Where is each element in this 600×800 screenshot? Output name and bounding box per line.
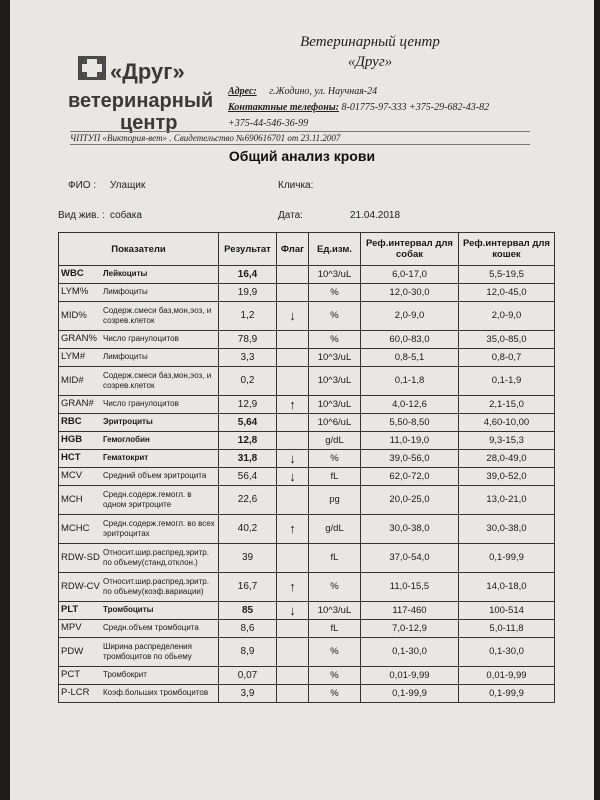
ref-dog-cell: 11,0-19,0 <box>361 432 459 450</box>
clinic-logo <box>58 34 214 142</box>
header-ref-cat: Реф.интервал для кошек <box>459 233 555 266</box>
result-cell: 1,2 <box>219 302 277 331</box>
ref-cat-cell: 13,0-21,0 <box>459 486 555 515</box>
table-row <box>59 515 555 544</box>
indicator-cell <box>59 685 219 703</box>
unit-cell: 10^3/uL <box>309 367 361 396</box>
indicator-cell <box>59 667 219 685</box>
ref-dog-cell: 7,0-12,9 <box>361 620 459 638</box>
table-row <box>59 468 555 486</box>
indicator-code: P-LCR <box>61 687 90 699</box>
ref-cat-cell: 5,0-11,8 <box>459 620 555 638</box>
ref-cat-cell: 0,01-9,99 <box>459 667 555 685</box>
unit-cell: 10^3/uL <box>309 602 361 620</box>
indicator-code: MPV <box>61 622 82 634</box>
indicator-name: Средн.объем тромбоцита <box>103 623 199 633</box>
indicator-code: PCT <box>61 669 80 681</box>
flag-cell <box>277 432 309 450</box>
unit-cell: % <box>309 450 361 468</box>
table-row <box>59 284 555 302</box>
result-cell: 16,4 <box>219 266 277 284</box>
table-row <box>59 266 555 284</box>
flag-cell <box>277 620 309 638</box>
ref-cat-cell: 14,0-18,0 <box>459 573 555 602</box>
species-value: собака <box>110 210 142 221</box>
ref-dog-cell: 6,0-17,0 <box>361 266 459 284</box>
indicator-name: Относит.шир.распред.эритр. по объему(станд.отклон.) <box>103 548 209 567</box>
report-sheet <box>10 0 594 800</box>
address-label: Адрес: <box>228 86 257 97</box>
ref-dog-cell: 37,0-54,0 <box>361 544 459 573</box>
indicator-code: MCV <box>61 470 83 482</box>
unit-cell: % <box>309 685 361 703</box>
table-row <box>59 432 555 450</box>
result-cell: 8,6 <box>219 620 277 638</box>
flag-cell <box>277 685 309 703</box>
flag-cell: ↑ <box>277 515 309 544</box>
indicator-code: RDW-CV <box>61 581 100 592</box>
table-row <box>59 414 555 432</box>
flag-cell: ↑ <box>277 396 309 414</box>
indicator-cell <box>59 432 219 450</box>
ref-dog-cell: 30,0-38,0 <box>361 515 459 544</box>
result-cell: 19,9 <box>219 284 277 302</box>
indicator-name: Тромбокрит <box>103 670 147 680</box>
header-ref-dog: Реф.интервал для собак <box>361 233 459 266</box>
ref-dog-cell: 39,0-56,0 <box>361 450 459 468</box>
indicator-code: RDW-SD <box>61 552 100 563</box>
species-label: Вид жив. : <box>58 210 105 221</box>
indicator-code: MCH <box>61 494 83 505</box>
unit-cell: fL <box>309 620 361 638</box>
ref-dog-cell: 117-460 <box>361 602 459 620</box>
indicator-name: Тромбоциты <box>103 605 154 615</box>
result-cell: 12,8 <box>219 432 277 450</box>
table-row <box>59 602 555 620</box>
ref-dog-cell: 0,8-5,1 <box>361 349 459 367</box>
ref-cat-cell: 0,1-30,0 <box>459 638 555 667</box>
indicator-name: Эритроциты <box>103 417 153 427</box>
indicator-name: Средний объем эритроцита <box>103 471 207 481</box>
unit-cell: g/dL <box>309 432 361 450</box>
unit-cell: 10^3/uL <box>309 396 361 414</box>
flag-cell <box>277 544 309 573</box>
indicator-cell <box>59 486 219 515</box>
table-row <box>59 331 555 349</box>
fio-value: Улащик <box>110 180 146 191</box>
indicator-code: GRAN# <box>61 398 94 410</box>
indicator-name: Гемоглобин <box>103 435 150 445</box>
indicator-name: Коэф.больших тромбоцитов <box>103 688 209 698</box>
indicator-name: Ширина распределения тромбоцитов по обьему <box>103 642 192 661</box>
indicator-code: PDW <box>61 646 84 657</box>
indicator-cell <box>59 638 219 667</box>
result-cell: 0,2 <box>219 367 277 396</box>
indicator-cell <box>59 349 219 367</box>
ref-dog-cell: 2,0-9,0 <box>361 302 459 331</box>
indicator-code: WBC <box>61 268 84 280</box>
logo-subtitle-2: центр <box>120 112 178 134</box>
indicator-cell <box>59 302 219 331</box>
indicator-cell <box>59 367 219 396</box>
indicator-code: MID# <box>61 375 84 386</box>
table-row <box>59 685 555 703</box>
ref-dog-cell: 0,1-99,9 <box>361 685 459 703</box>
ref-dog-cell: 5,50-8,50 <box>361 414 459 432</box>
indicator-code: HCT <box>61 452 81 464</box>
ref-cat-cell: 39,0-52,0 <box>459 468 555 486</box>
result-cell: 85 <box>219 602 277 620</box>
phones-value: 8-01775-97-333 +375-29-682-43-82 <box>341 102 490 113</box>
indicator-cell <box>59 544 219 573</box>
unit-cell: 10^3/uL <box>309 349 361 367</box>
document-title: Общий анализ крови <box>228 148 376 164</box>
result-cell: 12,9 <box>219 396 277 414</box>
indicator-code: GRAN% <box>61 333 97 345</box>
indicator-code: MCHC <box>61 523 90 534</box>
result-cell: 56,4 <box>219 468 277 486</box>
result-cell: 5,64 <box>219 414 277 432</box>
header-result: Результат <box>219 233 277 266</box>
table-row <box>59 544 555 573</box>
indicator-cell <box>59 284 219 302</box>
header-flag: Флаг <box>277 233 309 266</box>
ref-dog-cell: 0,1-30,0 <box>361 638 459 667</box>
ref-cat-cell: 4,60-10,00 <box>459 414 555 432</box>
address-value: г.Жодино, ул. Научная-24 <box>269 86 378 97</box>
indicator-name: Содерж.смеси баз,мон,эоз, и созрев.клеток <box>103 371 212 390</box>
result-cell: 8,9 <box>219 638 277 667</box>
indicator-cell <box>59 573 219 602</box>
unit-cell: pg <box>309 486 361 515</box>
ref-cat-cell: 12,0-45,0 <box>459 284 555 302</box>
indicator-name: Лимфоциты <box>103 352 148 362</box>
flag-cell <box>277 486 309 515</box>
logo-subtitle-1: ветеринарный <box>68 90 214 112</box>
result-cell: 16,7 <box>219 573 277 602</box>
indicator-cell <box>59 396 219 414</box>
table-row <box>59 620 555 638</box>
table-row <box>59 486 555 515</box>
ref-dog-cell: 12,0-30,0 <box>361 284 459 302</box>
flag-cell <box>277 331 309 349</box>
indicator-name: Содерж.смеси баз,мон,эоз, и созрев.клеток <box>103 306 212 325</box>
indicator-cell <box>59 620 219 638</box>
flag-cell <box>277 367 309 396</box>
table-row <box>59 367 555 396</box>
ref-cat-cell: 0,1-99,9 <box>459 685 555 703</box>
ref-dog-cell: 60,0-83,0 <box>361 331 459 349</box>
ref-cat-cell: 0,1-1,9 <box>459 367 555 396</box>
indicator-cell <box>59 331 219 349</box>
unit-cell: 10^6/uL <box>309 414 361 432</box>
indicator-name: Число гранулоцитов <box>103 334 179 344</box>
ref-dog-cell: 0,01-9,99 <box>361 667 459 685</box>
indicator-name: Лейкоциты <box>103 269 148 279</box>
indicator-cell <box>59 468 219 486</box>
indicator-name: Лимфоциты <box>103 287 148 297</box>
indicator-code: RBC <box>61 416 82 428</box>
indicator-code: HGB <box>61 434 83 446</box>
flag-cell: ↓ <box>277 602 309 620</box>
ref-dog-cell: 20,0-25,0 <box>361 486 459 515</box>
table-row <box>59 638 555 667</box>
flag-cell: ↓ <box>277 468 309 486</box>
indicator-cell <box>59 450 219 468</box>
ref-cat-cell: 0,1-99,9 <box>459 544 555 573</box>
address-line <box>228 86 377 97</box>
table-header-row <box>59 233 555 266</box>
indicator-cell <box>59 515 219 544</box>
indicator-name: Средн.содерж.гемогл. в одном эритроците <box>103 490 192 509</box>
indicator-name: Число гранулоцитов <box>103 399 179 409</box>
table-row <box>59 302 555 331</box>
flag-cell <box>277 349 309 367</box>
phones-label: Контактные телефоны: <box>228 102 340 113</box>
logo-name: «Друг» <box>110 59 185 84</box>
unit-cell: fL <box>309 468 361 486</box>
ref-cat-cell: 30,0-38,0 <box>459 515 555 544</box>
indicator-cell <box>59 602 219 620</box>
indicator-name: Гематокрит <box>103 453 149 463</box>
header-indicator: Показатели <box>59 233 219 266</box>
phones-line <box>228 102 489 113</box>
ref-cat-cell: 2,1-15,0 <box>459 396 555 414</box>
indicator-code: LYM# <box>61 351 86 363</box>
indicator-code: MID% <box>61 310 87 321</box>
unit-cell: 10^3/uL <box>309 266 361 284</box>
flag-cell: ↓ <box>277 450 309 468</box>
ref-cat-cell: 0,8-0,7 <box>459 349 555 367</box>
result-cell: 40,2 <box>219 515 277 544</box>
unit-cell: fL <box>309 544 361 573</box>
cross-icon <box>78 56 106 80</box>
table-row <box>59 573 555 602</box>
table-row <box>59 667 555 685</box>
unit-cell: % <box>309 573 361 602</box>
date-label: Дата: <box>278 210 303 221</box>
ref-cat-cell: 100-514 <box>459 602 555 620</box>
ref-cat-cell: 2,0-9,0 <box>459 302 555 331</box>
unit-cell: g/dL <box>309 515 361 544</box>
flag-cell: ↑ <box>277 573 309 602</box>
flag-cell <box>277 667 309 685</box>
ref-cat-cell: 9,3-15,3 <box>459 432 555 450</box>
certificate-line: ЧПТУП «Виктория-вет» . Свидетельство №690616701 от 23.11.2007 <box>70 131 530 145</box>
flag-cell: ↓ <box>277 302 309 331</box>
fio-label: ФИО : <box>68 180 97 191</box>
table-row <box>59 349 555 367</box>
indicator-name: Средн.содерж.гемогл. во всех эритроцитах <box>103 519 215 538</box>
ref-dog-cell: 4,0-12,6 <box>361 396 459 414</box>
unit-cell: % <box>309 667 361 685</box>
ref-cat-cell: 28,0-49,0 <box>459 450 555 468</box>
indicator-name: Относит.шир.распред.эритр. по объему(коэф.вариации) <box>103 577 209 596</box>
flag-cell <box>277 266 309 284</box>
nickname-label: Кличка: <box>278 180 314 191</box>
results-table <box>58 232 555 703</box>
result-cell: 31,8 <box>219 450 277 468</box>
date-value: 21.04.2018 <box>350 210 401 221</box>
header-unit: Ед.изм. <box>309 233 361 266</box>
ref-dog-cell: 62,0-72,0 <box>361 468 459 486</box>
table-row <box>59 450 555 468</box>
unit-cell: % <box>309 331 361 349</box>
indicator-cell <box>59 414 219 432</box>
flag-cell <box>277 284 309 302</box>
indicator-code: PLT <box>61 604 79 616</box>
clinic-title: Ветеринарный центр <box>300 34 440 50</box>
indicator-code: LYM% <box>61 286 89 298</box>
table-row <box>59 396 555 414</box>
flag-cell <box>277 414 309 432</box>
flag-cell <box>277 638 309 667</box>
ref-dog-cell: 11,0-15,5 <box>361 573 459 602</box>
result-cell: 0,07 <box>219 667 277 685</box>
result-cell: 3,3 <box>219 349 277 367</box>
phone-extra: +375-44-546-36-99 <box>228 118 309 129</box>
unit-cell: % <box>309 302 361 331</box>
ref-cat-cell: 35,0-85,0 <box>459 331 555 349</box>
clinic-name: «Друг» <box>347 54 393 70</box>
ref-dog-cell: 0,1-1,8 <box>361 367 459 396</box>
indicator-cell <box>59 266 219 284</box>
result-cell: 39 <box>219 544 277 573</box>
result-cell: 22,6 <box>219 486 277 515</box>
unit-cell: % <box>309 284 361 302</box>
ref-cat-cell: 5,5-19,5 <box>459 266 555 284</box>
result-cell: 78,9 <box>219 331 277 349</box>
result-cell: 3,9 <box>219 685 277 703</box>
unit-cell: % <box>309 638 361 667</box>
